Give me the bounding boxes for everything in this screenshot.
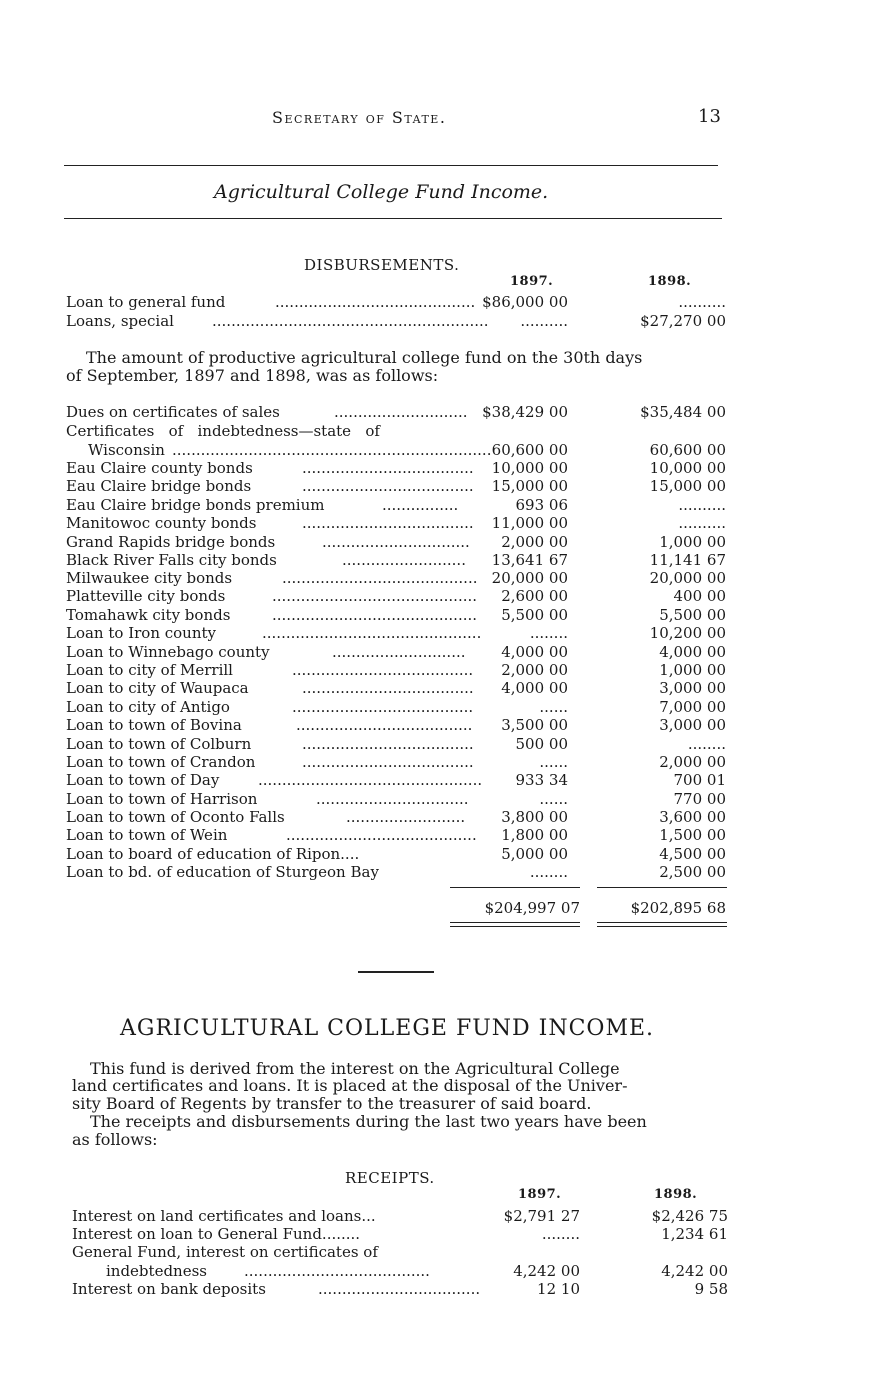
total-double-rule-1897-a (450, 922, 580, 923)
receipt-row (0, 1207, 872, 1225)
value-1897: 12 10 (537, 1280, 580, 1298)
table-row (0, 679, 872, 697)
leader-dots: ........................................ (286, 826, 477, 844)
leader-dots: ......................... (346, 808, 466, 826)
row-label: Manitowoc county bonds (66, 514, 257, 532)
header-rule-bottom (64, 218, 722, 219)
value-1897: 500 00 (515, 735, 568, 753)
table-row (0, 587, 872, 605)
value-1897: 3,500 00 (501, 716, 568, 734)
table-row (0, 735, 872, 753)
table-row (0, 551, 872, 569)
leader-dots: ...................................... (292, 698, 474, 716)
productive-intro-line2: of September, 1897 and 1898, was as follows: (66, 366, 439, 385)
leader-dots: .................................... (302, 679, 474, 697)
value-1898: $27,270 00 (640, 312, 726, 330)
row-label: Loan to city of Waupaca (66, 679, 249, 697)
leader-dots: .......................................................... (212, 312, 489, 330)
table-row (0, 661, 872, 679)
receipts-label: RECEIPTS. (345, 1169, 435, 1187)
value-1897: 4,242 00 (513, 1262, 580, 1280)
value-1897: ........ (541, 1225, 580, 1243)
total-double-rule-1897-b (450, 926, 580, 927)
value-1898: 1,500 00 (659, 826, 726, 844)
value-1898: 2,500 00 (659, 863, 726, 881)
value-1897: 11,000 00 (491, 514, 568, 532)
leader-dots: .................................... (302, 459, 474, 477)
table-row (0, 808, 872, 826)
value-1897: 3,800 00 (501, 808, 568, 826)
table-row (0, 790, 872, 808)
table-row (0, 496, 872, 514)
row-label: Loan to bd. of education of Sturgeon Bay (66, 863, 379, 881)
value-1898: 700 01 (673, 771, 726, 789)
table-row (0, 606, 872, 624)
value-1898: .......... (678, 496, 726, 514)
value-1897: 13,641 67 (491, 551, 568, 569)
receipt-row (0, 1262, 872, 1280)
value-1897: 5,000 00 (501, 845, 568, 863)
value-1898: 1,234 61 (661, 1225, 728, 1243)
row-label: Loan to town of Oconto Falls (66, 808, 285, 826)
table-row (0, 716, 872, 734)
value-1898: .......... (678, 514, 726, 532)
value-1898: $2,426 75 (651, 1207, 728, 1225)
leader-dots: ........................................... (272, 606, 478, 624)
value-1897: 60,600 00 (491, 441, 568, 459)
value-1898: 3,000 00 (659, 679, 726, 697)
running-header-title: Secretary of State. (272, 108, 447, 127)
row-label: Eau Claire bridge bonds (66, 477, 252, 495)
value-1898: 4,500 00 (659, 845, 726, 863)
row-label: Wisconsin (88, 441, 165, 459)
row-label: Interest on land certificates and loans... (72, 1207, 376, 1225)
value-1897: 2,000 00 (501, 533, 568, 551)
value-1898: $35,484 00 (640, 403, 726, 421)
row-label: Loan to town of Bovina (66, 716, 242, 734)
leader-dots: .............................................. (262, 624, 482, 642)
leader-dots: ................................ (316, 790, 469, 808)
value-1898: 3,600 00 (659, 808, 726, 826)
total-1897: $204,997 07 (484, 899, 580, 917)
table-row (0, 753, 872, 771)
table-row (0, 459, 872, 477)
leader-dots: .................................... (302, 477, 474, 495)
value-1898: 9 58 (694, 1280, 728, 1298)
receipt-row (0, 1280, 872, 1298)
value-1897: 4,000 00 (501, 643, 568, 661)
table-row (0, 477, 872, 495)
section-divider (358, 971, 434, 973)
table-row (0, 826, 872, 844)
row-label: Loan to town of Wein (66, 826, 228, 844)
row-label: Loan to board of education of Ripon.... (66, 845, 360, 863)
value-1897: 693 06 (515, 496, 568, 514)
leader-dots: .................................... (302, 735, 474, 753)
table-row (0, 403, 872, 421)
receipts-year-1898: 1898. (654, 1187, 698, 1202)
income-para2-line2: as follows: (72, 1130, 158, 1149)
table-row (0, 771, 872, 789)
value-1897: ...... (539, 753, 568, 771)
disbursements-year-1898: 1898. (648, 274, 692, 289)
row-label: Loan to general fund (66, 293, 226, 311)
value-1897: ...... (539, 698, 568, 716)
row-label: Grand Rapids bridge bonds (66, 533, 276, 551)
value-1898: 15,000 00 (649, 477, 726, 495)
income-para1-line2: land certificates and loans. It is placed at the disposal of the Univer- (72, 1076, 628, 1095)
income-title: AGRICULTURAL COLLEGE FUND INCOME. (120, 1016, 655, 1041)
row-label: Loan to city of Antigo (66, 698, 230, 716)
total-rule-1898 (597, 887, 727, 888)
table-row (0, 533, 872, 551)
value-1898: 20,000 00 (649, 569, 726, 587)
value-1897: .......... (520, 312, 568, 330)
row-label: Loan to Iron county (66, 624, 216, 642)
value-1898: 11,141 67 (649, 551, 726, 569)
disbursement-row (0, 312, 872, 330)
row-label: Loan to town of Crandon (66, 753, 256, 771)
value-1897: 4,000 00 (501, 679, 568, 697)
receipt-row (0, 1225, 872, 1243)
leader-dots: ................ (382, 496, 459, 514)
value-1897: ...... (539, 790, 568, 808)
table-row (0, 569, 872, 587)
leader-dots: .................................. (318, 1280, 481, 1298)
leader-dots: ............................ (334, 403, 468, 421)
table-row (0, 422, 872, 440)
table-row (0, 845, 872, 863)
value-1898: 60,600 00 (649, 441, 726, 459)
row-label: Loan to town of Harrison (66, 790, 258, 808)
value-1898: 7,000 00 (659, 698, 726, 716)
value-1897: $2,791 27 (503, 1207, 580, 1225)
table-row (0, 441, 872, 459)
value-1898: 4,242 00 (661, 1262, 728, 1280)
row-label: Loan to town of Day (66, 771, 220, 789)
leader-dots: ................................................................... (172, 441, 492, 459)
value-1898: 1,000 00 (659, 661, 726, 679)
income-para1-line1: This fund is derived from the interest on the Agricultural College (90, 1059, 620, 1078)
value-1897: 15,000 00 (491, 477, 568, 495)
row-label: General Fund, interest on certificates of (72, 1243, 378, 1261)
leader-dots: ..................................... (296, 716, 473, 734)
leader-dots: .................................... (302, 753, 474, 771)
value-1898: 770 00 (673, 790, 726, 808)
row-label: Loan to town of Colburn (66, 735, 252, 753)
leader-dots: ...................................... (292, 661, 474, 679)
value-1897: 2,600 00 (501, 587, 568, 605)
header-rule-top (64, 165, 718, 166)
value-1898: 10,000 00 (649, 459, 726, 477)
value-1898: ........ (687, 735, 726, 753)
total-1898: $202,895 68 (630, 899, 726, 917)
receipt-row (0, 1243, 872, 1261)
table-row (0, 624, 872, 642)
page-number: 13 (698, 106, 721, 127)
disbursements-label: DISBURSEMENTS. (304, 256, 460, 274)
leader-dots: ....................................... (244, 1262, 430, 1280)
value-1898: 1,000 00 (659, 533, 726, 551)
table-row (0, 514, 872, 532)
disbursements-year-1897: 1897. (510, 274, 554, 289)
value-1897: 20,000 00 (491, 569, 568, 587)
section-title: Agricultural College Fund Income. (214, 181, 549, 203)
leader-dots: ............................ (332, 643, 466, 661)
row-label: Certificates of indebtedness—state of (66, 422, 380, 440)
value-1897: 2,000 00 (501, 661, 568, 679)
value-1898: 400 00 (673, 587, 726, 605)
table-row (0, 863, 872, 881)
value-1897: 1,800 00 (501, 826, 568, 844)
table-row (0, 698, 872, 716)
value-1898: 4,000 00 (659, 643, 726, 661)
value-1898: 3,000 00 (659, 716, 726, 734)
row-label: Platteville city bonds (66, 587, 226, 605)
leader-dots: ........................................... (272, 587, 478, 605)
leader-dots: .......................................... (275, 293, 476, 311)
value-1898: .......... (678, 293, 726, 311)
row-label: indebtedness (106, 1262, 207, 1280)
income-para2-line1: The receipts and disbursements during the last two years have been (90, 1112, 647, 1131)
total-row (0, 899, 872, 917)
receipts-year-1897: 1897. (518, 1187, 562, 1202)
leader-dots: .......................... (342, 551, 466, 569)
row-label: Loan to Winnebago county (66, 643, 270, 661)
leader-dots: ............................................... (258, 771, 483, 789)
leader-dots: ............................... (322, 533, 470, 551)
value-1897: 933 34 (515, 771, 568, 789)
row-label: Loan to city of Merrill (66, 661, 233, 679)
value-1897: 10,000 00 (491, 459, 568, 477)
productive-intro-line1: The amount of productive agricultural college fund on the 30th days (86, 348, 643, 367)
leader-dots: ......................................... (282, 569, 478, 587)
table-row (0, 643, 872, 661)
row-label: Eau Claire county bonds (66, 459, 253, 477)
value-1897: $38,429 00 (482, 403, 568, 421)
row-label: Milwaukee city bonds (66, 569, 233, 587)
row-label: Eau Claire bridge bonds premium (66, 496, 325, 514)
row-label: Interest on bank deposits (72, 1280, 266, 1298)
total-rule-1897 (450, 887, 580, 888)
leader-dots: .................................... (302, 514, 474, 532)
row-label: Loans, special (66, 312, 174, 330)
value-1897: $86,000 00 (482, 293, 568, 311)
row-label: Tomahawk city bonds (66, 606, 231, 624)
value-1897: 5,500 00 (501, 606, 568, 624)
disbursement-row (0, 293, 872, 311)
value-1897: ........ (529, 863, 568, 881)
value-1898: 5,500 00 (659, 606, 726, 624)
row-label: Dues on certificates of sales (66, 403, 280, 421)
total-double-rule-1898-a (597, 922, 727, 923)
row-label: Interest on loan to General Fund........ (72, 1225, 361, 1243)
total-double-rule-1898-b (597, 926, 727, 927)
value-1897: ........ (529, 624, 568, 642)
row-label: Black River Falls city bonds (66, 551, 277, 569)
value-1898: 2,000 00 (659, 753, 726, 771)
value-1898: 10,200 00 (649, 624, 726, 642)
income-para1-line3: sity Board of Regents by transfer to the treasurer of said board. (72, 1094, 592, 1113)
